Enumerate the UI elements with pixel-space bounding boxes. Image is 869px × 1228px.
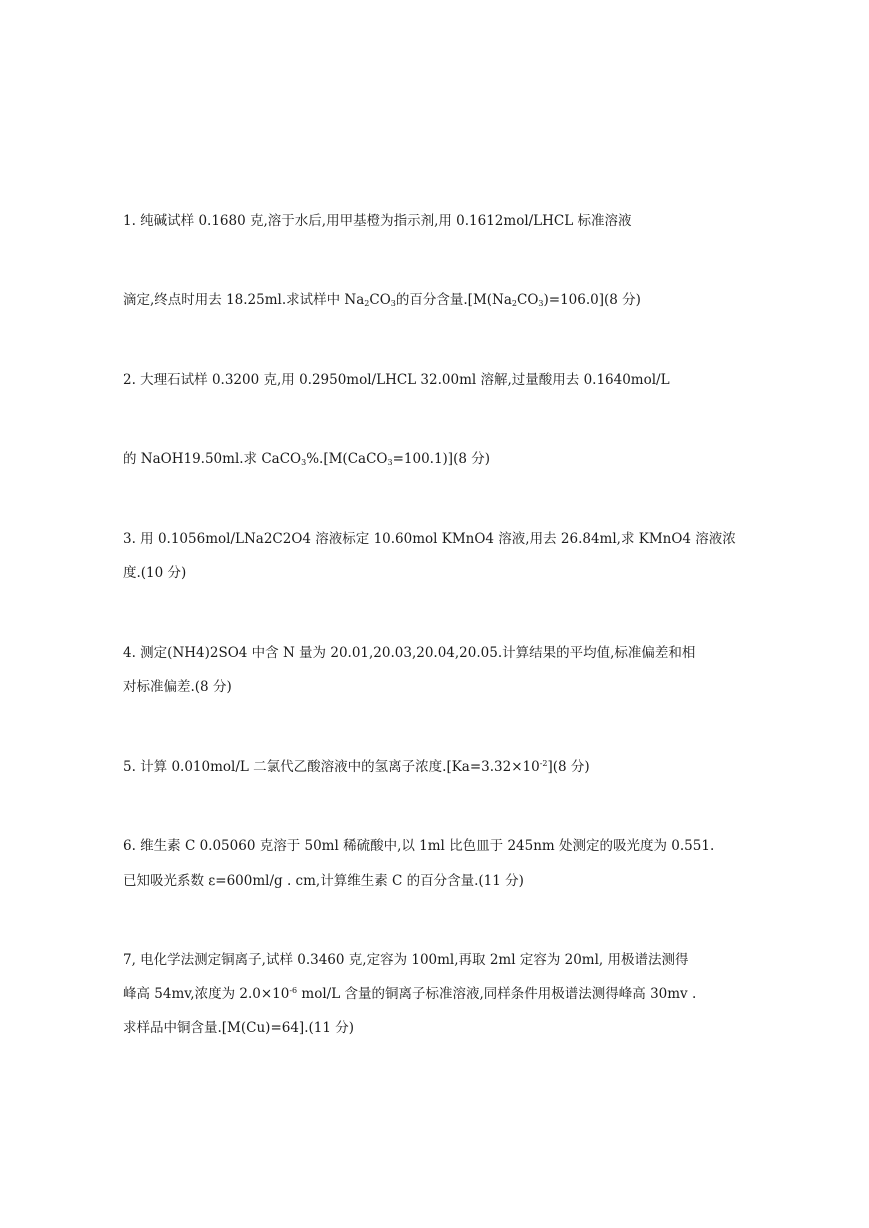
text: )=106.0](8 分) [543, 292, 641, 308]
text: %.[M(CaCO [306, 451, 388, 467]
question-2-line-1: 2. 大理石试样 0.3200 克,用 0.2950mol/LHCL 32.00ml 溶解,过量酸用去 0.1640mol/L [123, 372, 670, 388]
subscript: 3 [538, 299, 544, 308]
question-7-line-2 [123, 985, 753, 1003]
text: 滴定,终点时用去 18.25ml.求试样中 Na [123, 292, 365, 308]
question-4-line-2: 对标准偏差.(8 分) [123, 679, 232, 695]
subscript: 2 [364, 299, 370, 308]
question-3-line-1: 3. 用 0.1056mol/LNa2C2O4 溶液标定 10.60mol KMnO4 溶液,用去 26.84ml,求 KMnO4 溶液浓 [123, 531, 736, 547]
text: CO [517, 292, 539, 308]
question-6-line-2: 已知吸光系数 ε=600ml/g . cm,计算维生素 C 的百分含量.(11 分) [123, 873, 524, 889]
text: 的百分含量.[M(Na [395, 292, 512, 308]
question-7-line-1: 7, 电化学法测定铜离子,试样 0.3460 克,定容为 100ml,再取 2ml 定容为 20ml, 用极谱法测得 [123, 952, 689, 968]
text: 的 NaOH19.50ml.求 CaCO [123, 451, 302, 467]
superscript: -6 [289, 986, 298, 995]
subscript: 3 [387, 458, 393, 467]
question-7-line-3: 求样品中铜含量.[M(Cu)=64].(11 分) [123, 1020, 354, 1036]
question-1-line-2 [123, 291, 753, 309]
text: 5. 计算 0.010mol/L 二氯代乙酸溶液中的氢离子浓度.[Ka=3.32×10 [123, 759, 540, 775]
question-5-line-1 [123, 758, 753, 776]
question-2-line-2 [123, 450, 753, 468]
text: CO [369, 292, 391, 308]
text: mol/L 含量的铜离子标准溶液,同样条件用极谱法测得峰高 30mv . [297, 986, 697, 1002]
subscript: 3 [301, 458, 307, 467]
text: 峰高 54mv,浓度为 2.0×10 [123, 986, 290, 1002]
question-1-line-1: 1. 纯碱试样 0.1680 克,溶于水后,用甲基橙为指示剂,用 0.1612mol/LHCL 标准溶液 [123, 213, 632, 229]
subscript: 3 [390, 299, 396, 308]
text: =100.1)](8 分) [392, 451, 490, 467]
superscript: -2 [539, 759, 548, 768]
question-6-line-1: 6. 维生素 C 0.05060 克溶于 50ml 稀硫酸中,以 1ml 比色皿于 245nm 处测定的吸光度为 0.551. [123, 838, 715, 854]
question-4-line-1: 4. 测定(NH4)2SO4 中含 N 量为 20.01,20.03,20.04,20.05.计算结果的平均值,标准偏差和相 [123, 645, 696, 661]
text: ](8 分) [547, 759, 590, 775]
question-3-line-2: 度.(10 分) [123, 565, 187, 581]
subscript: 2 [511, 299, 517, 308]
